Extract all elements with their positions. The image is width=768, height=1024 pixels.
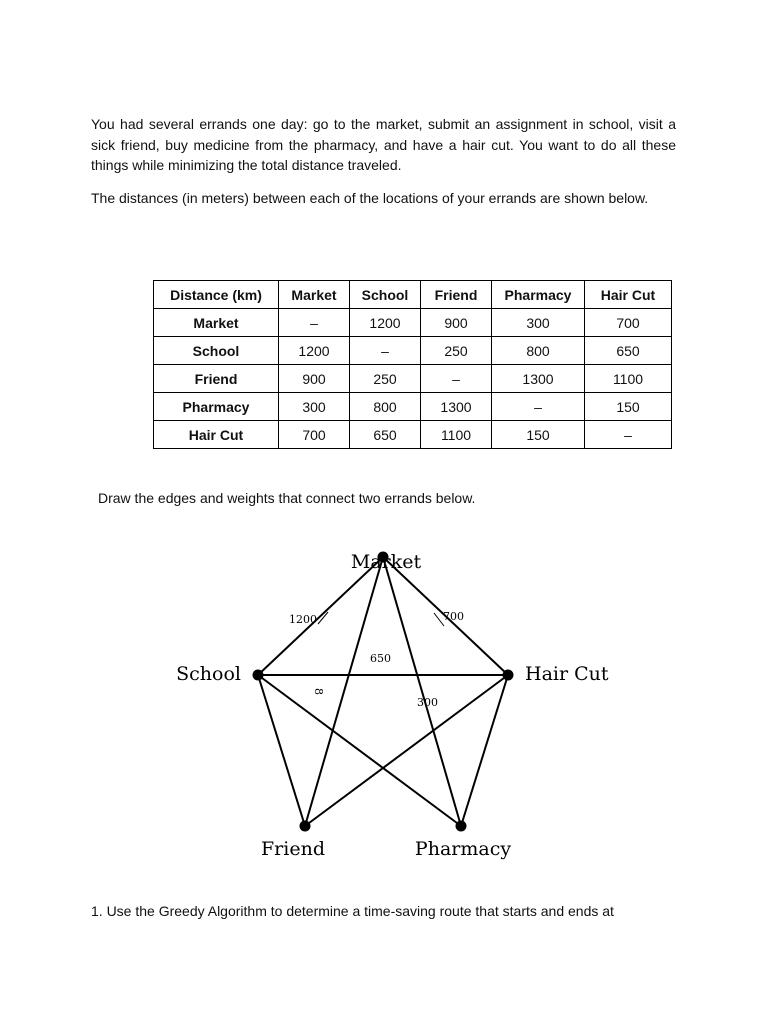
table-cell: 300 [492, 309, 585, 337]
table-cell: 1200 [350, 309, 421, 337]
edge-haircut-pharmacy [461, 675, 508, 826]
table-cell: 1300 [492, 365, 585, 393]
table-cell: 250 [421, 337, 492, 365]
node-haircut [503, 670, 514, 681]
node-label-school: School [176, 663, 241, 685]
table-cell: 250 [350, 365, 421, 393]
node-pharmacy [456, 821, 467, 832]
edge-market-school [258, 557, 383, 675]
row-header: Friend [154, 365, 279, 393]
table-cell: 650 [585, 337, 672, 365]
row-header: School [154, 337, 279, 365]
table-cell: 300 [279, 393, 350, 421]
node-label-market: Market [350, 551, 422, 573]
table-cell: 1200 [279, 337, 350, 365]
question-1: 1. Use the Greedy Algorithm to determine a time-saving route that starts and ends at [91, 903, 614, 919]
row-header: Pharmacy [154, 393, 279, 421]
node-label-friend: Friend [261, 838, 325, 860]
node-school [253, 670, 264, 681]
table-cell: 1100 [585, 365, 672, 393]
table-cell: – [585, 421, 672, 449]
table-cell: 800 [350, 393, 421, 421]
table-cell: – [350, 337, 421, 365]
table-corner-header: Distance (km) [154, 281, 279, 309]
table-cell: 1100 [421, 421, 492, 449]
table-cell: – [279, 309, 350, 337]
table-cell: 650 [350, 421, 421, 449]
table-cell: 1300 [421, 393, 492, 421]
table-cell: 700 [585, 309, 672, 337]
weight-label-market-pharmacy: 300 [417, 696, 438, 709]
column-header: School [350, 281, 421, 309]
node-label-haircut: Hair Cut [525, 663, 609, 685]
graph-instruction: Draw the edges and weights that connect two errands below. [98, 490, 476, 506]
column-header: Friend [421, 281, 492, 309]
row-header: Hair Cut [154, 421, 279, 449]
column-header: Hair Cut [585, 281, 672, 309]
edge-haircut-friend [305, 675, 508, 826]
weight-label-market-haircut: 700 [443, 610, 464, 623]
edge-school-friend [258, 675, 305, 826]
table-cell: 800 [492, 337, 585, 365]
table-cell: 900 [279, 365, 350, 393]
row-header: Market [154, 309, 279, 337]
edge-market-pharmacy [383, 557, 461, 826]
intro-paragraph: You had several errands one day: go to the market, submit an assignment in school, visit a sick friend, buy medicine from the pharmacy, and have a hair cut. You want to do all these things while minimizing the total distance traveled. [91, 116, 676, 173]
column-header: Market [279, 281, 350, 309]
node-label-pharmacy: Pharmacy [414, 838, 512, 860]
weight-label-school-friend: 8 [312, 688, 325, 695]
table-cell: 150 [585, 393, 672, 421]
column-header: Pharmacy [492, 281, 585, 309]
table-cell: – [421, 365, 492, 393]
table-cell: – [492, 393, 585, 421]
weight-label-school-haircut: 650 [370, 652, 391, 665]
table-cell: 700 [279, 421, 350, 449]
table-cell: 150 [492, 421, 585, 449]
weight-label-market-school: 1200 [289, 613, 317, 626]
node-friend [300, 821, 311, 832]
table-cell: 900 [421, 309, 492, 337]
distances-paragraph: The distances (in meters) between each of the locations of your errands are shown below. [91, 190, 649, 206]
